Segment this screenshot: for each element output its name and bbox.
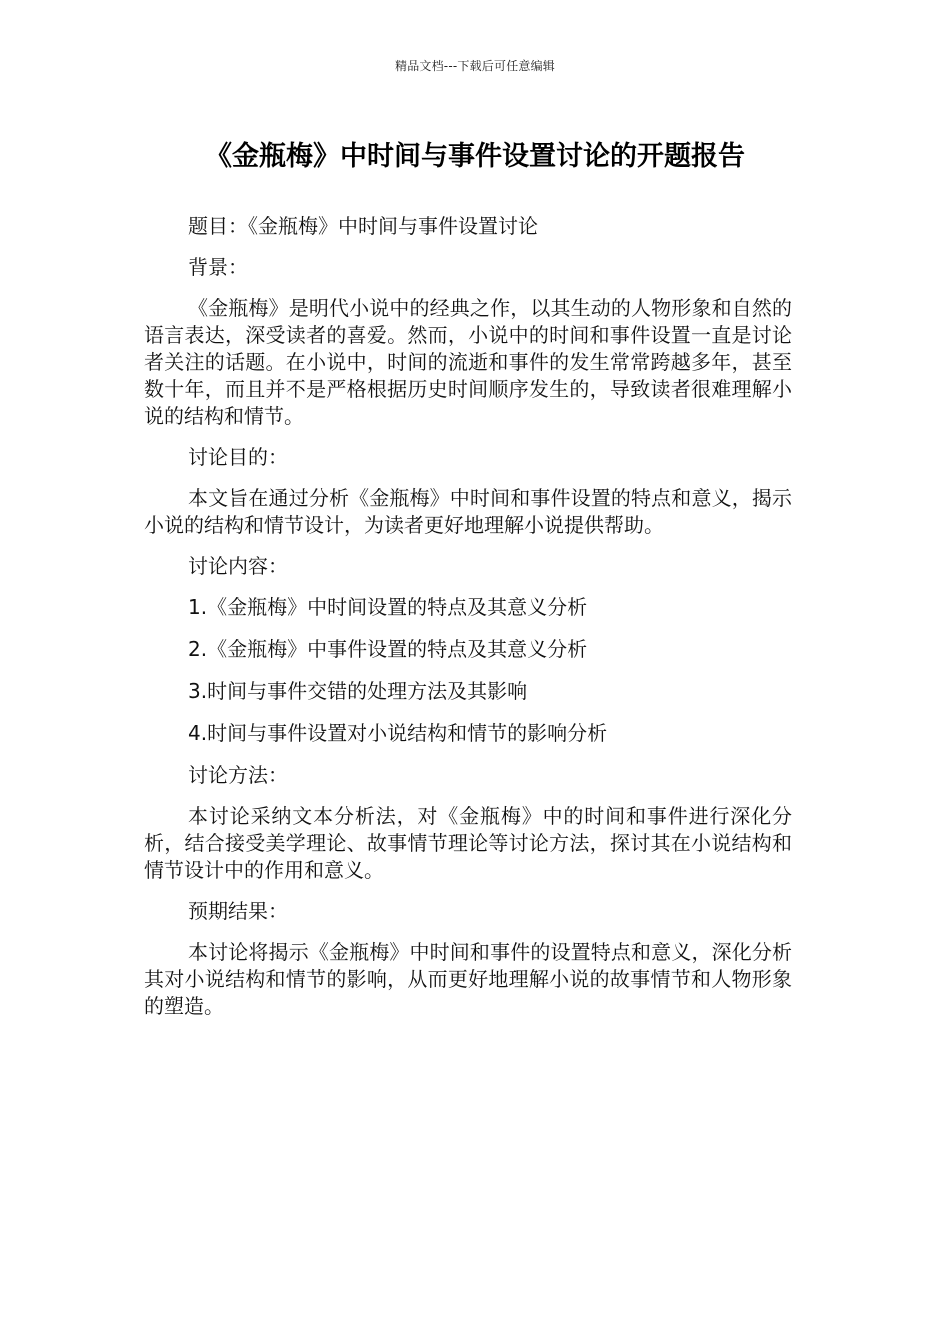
header-note: 精品文档---下载后可任意编辑 [395,59,555,73]
method-paragraph: 本讨论采纳文本分析法，对《金瓶梅》中的时间和事件进行深化分析，结合接受美学理论、故事情节理论等讨论方法，探讨其在小说结构和情节设计中的作用和意义。 [144,804,792,882]
purpose-label: 讨论目的： [188,445,288,469]
content-item-2: 2.《金瓶梅》中事件设置的特点及其意义分析 [188,637,588,661]
content-item-1: 1.《金瓶梅》中时间设置的特点及其意义分析 [188,595,588,619]
result-paragraph: 本讨论将揭示《金瓶梅》中时间和事件的设置特点和意义，深化分析其对小说结构和情节的影响，从而更好地理解小说的故事情节和人物形象的塑造。 [144,940,792,1018]
result-label: 预期结果： [188,899,288,923]
content-item-3: 3.时间与事件交错的处理方法及其影响 [188,679,528,703]
document-body [144,213,792,1034]
purpose-paragraph: 本文旨在通过分析《金瓶梅》中时间和事件设置的特点和意义，揭示小说的结构和情节设计，为读者更好地理解小说提供帮助。 [144,486,792,537]
background-paragraph: 《金瓶梅》是明代小说中的经典之作，以其生动的人物形象和自然的语言表达，深受读者的喜爱。然而，小说中的时间和事件设置一直是讨论者关注的话题。在小说中，时间的流逝和事件的发生常常跨越多年，甚至数十年，而且并不是严格根据历史时间顺序发生的，导致读者很难理解小说的结构和情节。 [144,296,792,428]
method-label: 讨论方法： [188,763,288,787]
background-label: 背景： [188,255,248,279]
content-item-4: 4.时间与事件设置对小说结构和情节的影响分析 [188,721,608,745]
document-title: 《金瓶梅》中时间与事件设置讨论的开题报告 [205,141,745,172]
content-label: 讨论内容： [188,554,288,578]
topic-line: 题目：《金瓶梅》中时间与事件设置讨论 [188,214,538,238]
